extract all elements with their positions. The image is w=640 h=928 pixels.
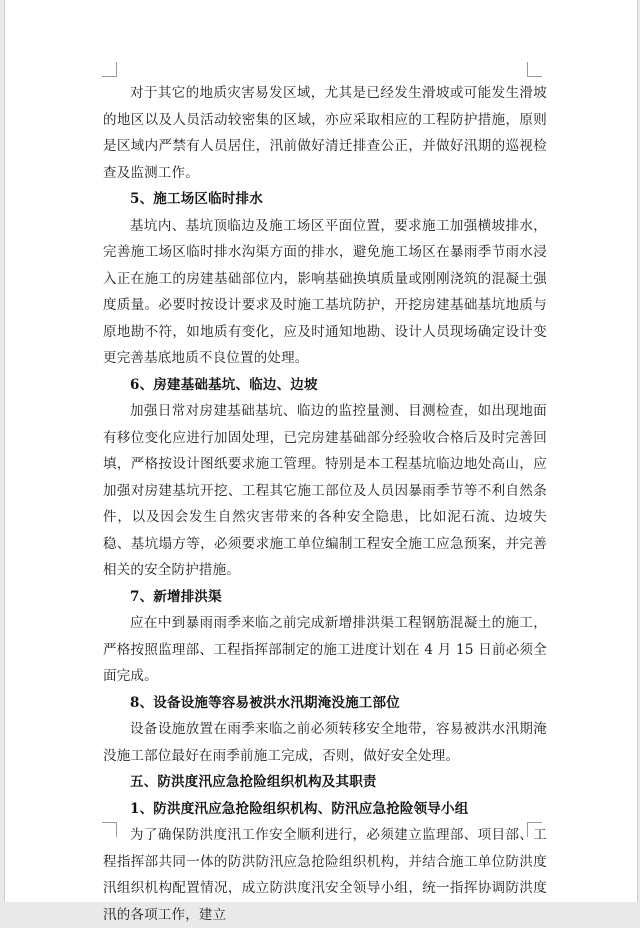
paragraph-flood-channel: 应在中到暴雨雨季来临之前完成新增排洪渠工程钢筋混凝土的施工，严格按照监理部、工程指挥部制定的施工进度计划在 4 月 15 日前必须全面完成。 (103, 615, 547, 684)
heading-section-five: 五、防洪度汛应急抢险组织机构及其职责 (130, 774, 377, 790)
heading-temporary-drainage: 5、施工场区临时排水 (130, 191, 263, 207)
paragraph-equipment-protection: 设备设施放置在雨季来临之前必须转移安全地带，容易被洪水汛期淹没施工部位最好在雨季前施工完成，否则，做好安全处理。 (103, 721, 547, 764)
paragraph-foundation-pit: 加强日常对房建基础基坑、临边的监控量测、目测检查，如出现地面有移位变化应进行加固处理，已完房建基础部分经验收合格后及时完善回填，严格按设计图纸要求施工管理。特别是本工程基坑临边地处高山，应加强对房建基坑开挖、工程其它施工部位及人员因暴雨季节等不利自然条件，以及因会发生自然灾害带来的各种安全隐患，比如泥石流、边坡失稳、基坑塌方等，必须要求施工单位编制工程安全施工应急预案，并完善相关的安全防护措施。 (103, 403, 547, 578)
paragraph-emergency-organization: 为了确保防洪度汛工作安全顺利进行，必须建立监理部、项目部、工程指挥部共同一体的防洪防汛应急抢险组织机构，并结合施工单位防洪度汛组织机构配置情况，成立防洪度汛安全领导小组，统一指挥协调防洪度汛的各项工作，建立 (103, 827, 547, 923)
heading-equipment-protection: 8、设备设施等容易被洪水汛期淹没施工部位 (130, 694, 400, 711)
document-body (103, 80, 547, 928)
heading-foundation-pit: 6、房建基础基坑、临边、边坡 (130, 376, 318, 393)
margin-mark-top-left (102, 62, 117, 77)
heading-flood-channel: 7、新增排洪渠 (130, 588, 222, 605)
heading-emergency-organization: 1、防洪度汛应急抢险组织机构、防汛应急抢险领导小组 (130, 800, 469, 817)
document-page (4, 0, 638, 923)
paragraph-temporary-drainage: 基坑内、基坑顶临边及施工场区平面位置，要求施工加强横坡排水，完善施工场区临时排水沟渠方面的排水，避免施工场区在暴雨季节雨水浸入正在施工的房建基础部位内，影响基础换填质量或刚刚浇筑的混凝土强度质量。必要时按设计要求及时施工基坑防护，开挖房建基础基坑地质与原地勘不符，如地质有变化，应及时通知地勘、设计人员现场确定设计变更完善基底地质不良位置的处理。 (103, 217, 547, 366)
paragraph-geohazard-areas: 对于其它的地质灾害易发区域，尤其是已经发生滑坡或可能发生滑坡的地区以及人员活动较密集的区域，亦应采取相应的工程防护措施，原则是区域内严禁有人员居住，汛前做好清迁排查公正，并做好汛期的巡视检查及监测工作。 (103, 85, 547, 181)
margin-mark-top-right (527, 62, 542, 77)
